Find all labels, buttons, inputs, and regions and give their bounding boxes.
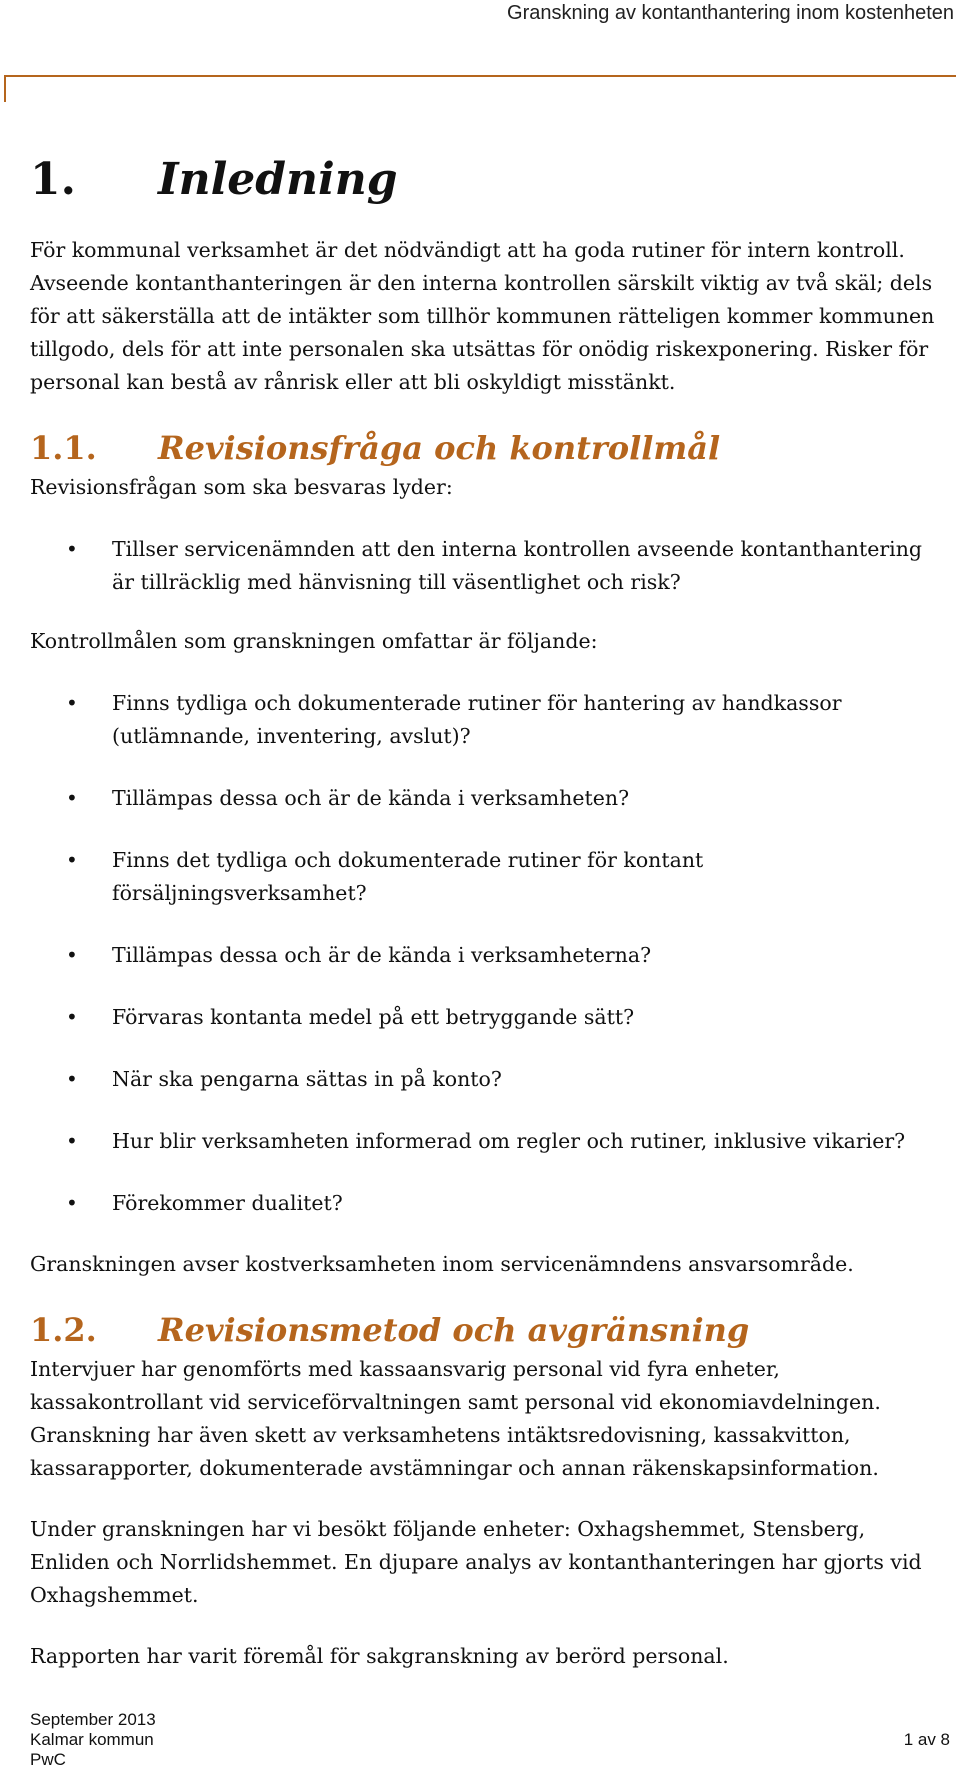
header-rule	[4, 75, 956, 77]
footer-date: September 2013	[30, 1710, 156, 1729]
list-item: • Hur blir verksamheten informerad om regler och rutiner, inklusive vikarier?	[30, 1125, 950, 1158]
heading-section-1	[30, 150, 950, 210]
footer-firm: PwC	[30, 1750, 66, 1769]
method-paragraph: Intervjuer har genomförts med kassaansvarig personal vid fyra enheter, kassakontrollant vid serviceförvaltningen samt personal vid ekonomiavdelningen. Granskning har även skett av verksamhetens intäktsredovisning, kassakvitton, kassarapporter, dokumenterade avstämningar och annan räkenskapsinformation.	[30, 1357, 881, 1480]
list-item: • Tillämpas dessa och är de kända i verksamheterna?	[30, 939, 950, 972]
heading-number: 1.	[30, 154, 76, 205]
list-item: • Förekommer dualitet?	[30, 1187, 950, 1220]
page-number: 1 av 8	[903, 1730, 950, 1749]
scope-paragraph: Granskningen avser kostverksamheten inom servicenämndens ansvarsområde.	[30, 1252, 854, 1276]
heading-section-1-2	[30, 1307, 950, 1353]
heading-number: 1.2.	[30, 1311, 97, 1349]
list-item: • Finns tydliga och dokumenterade rutiner för hantering av handkassor (utlämnande, inventering, avslut)?	[30, 687, 950, 753]
document-body	[30, 150, 950, 1673]
heading-text: Inledning	[158, 154, 398, 205]
heading-text: Revisionsfråga och kontrollmål	[158, 429, 721, 467]
intro-paragraph: För kommunal verksamhet är det nödvändigt att ha goda rutiner för intern kontroll. Avseende kontanthanteringen är den interna kontrollen särskilt viktig av två skäl; dels för att säkerställa att de intäkter som tillhör kommunen rätteligen kommer kommunen tillgodo, dels för att inte personalen ska utsättas för onödig riskexponering. Risker för personal kan bestå av rånrisk eller att bli oskyldigt misstänkt.	[30, 238, 935, 394]
goals-intro: Kontrollmålen som granskningen omfattar är följande:	[30, 629, 598, 653]
page-footer	[30, 1710, 950, 1770]
header-rule-tick	[4, 75, 6, 102]
heading-section-1-1	[30, 425, 950, 471]
question-list	[30, 533, 950, 599]
list-item: • Finns det tydliga och dokumenterade rutiner för kontant försäljningsverksamhet?	[30, 844, 950, 910]
question-intro: Revisionsfrågan som ska besvaras lyder:	[30, 475, 453, 499]
list-item: • Förvaras kontanta medel på ett betryggande sätt?	[30, 1001, 950, 1034]
footer-organization: Kalmar kommun	[30, 1730, 154, 1749]
goals-list	[30, 687, 950, 1220]
heading-number: 1.1.	[30, 429, 97, 467]
list-item: • Tillämpas dessa och är de kända i verksamheten?	[30, 782, 950, 815]
list-item: • När ska pengarna sättas in på konto?	[30, 1063, 950, 1096]
running-header: Granskning av kontanthantering inom kostenheten	[507, 2, 954, 24]
units-paragraph: Under granskningen har vi besökt följande enheter: Oxhagshemmet, Stensberg, Enliden och Norrlidshemmet. En djupare analys av kontanthanteringen har gjorts vid Oxhagshemmet.	[30, 1517, 922, 1607]
list-item: • Tillser servicenämnden att den interna kontrollen avseende kontanthantering är tillräcklig med hänvisning till väsentlighet och risk?	[30, 533, 950, 599]
review-paragraph: Rapporten har varit föremål för sakgranskning av berörd personal.	[30, 1644, 729, 1668]
heading-text: Revisionsmetod och avgränsning	[158, 1311, 750, 1349]
